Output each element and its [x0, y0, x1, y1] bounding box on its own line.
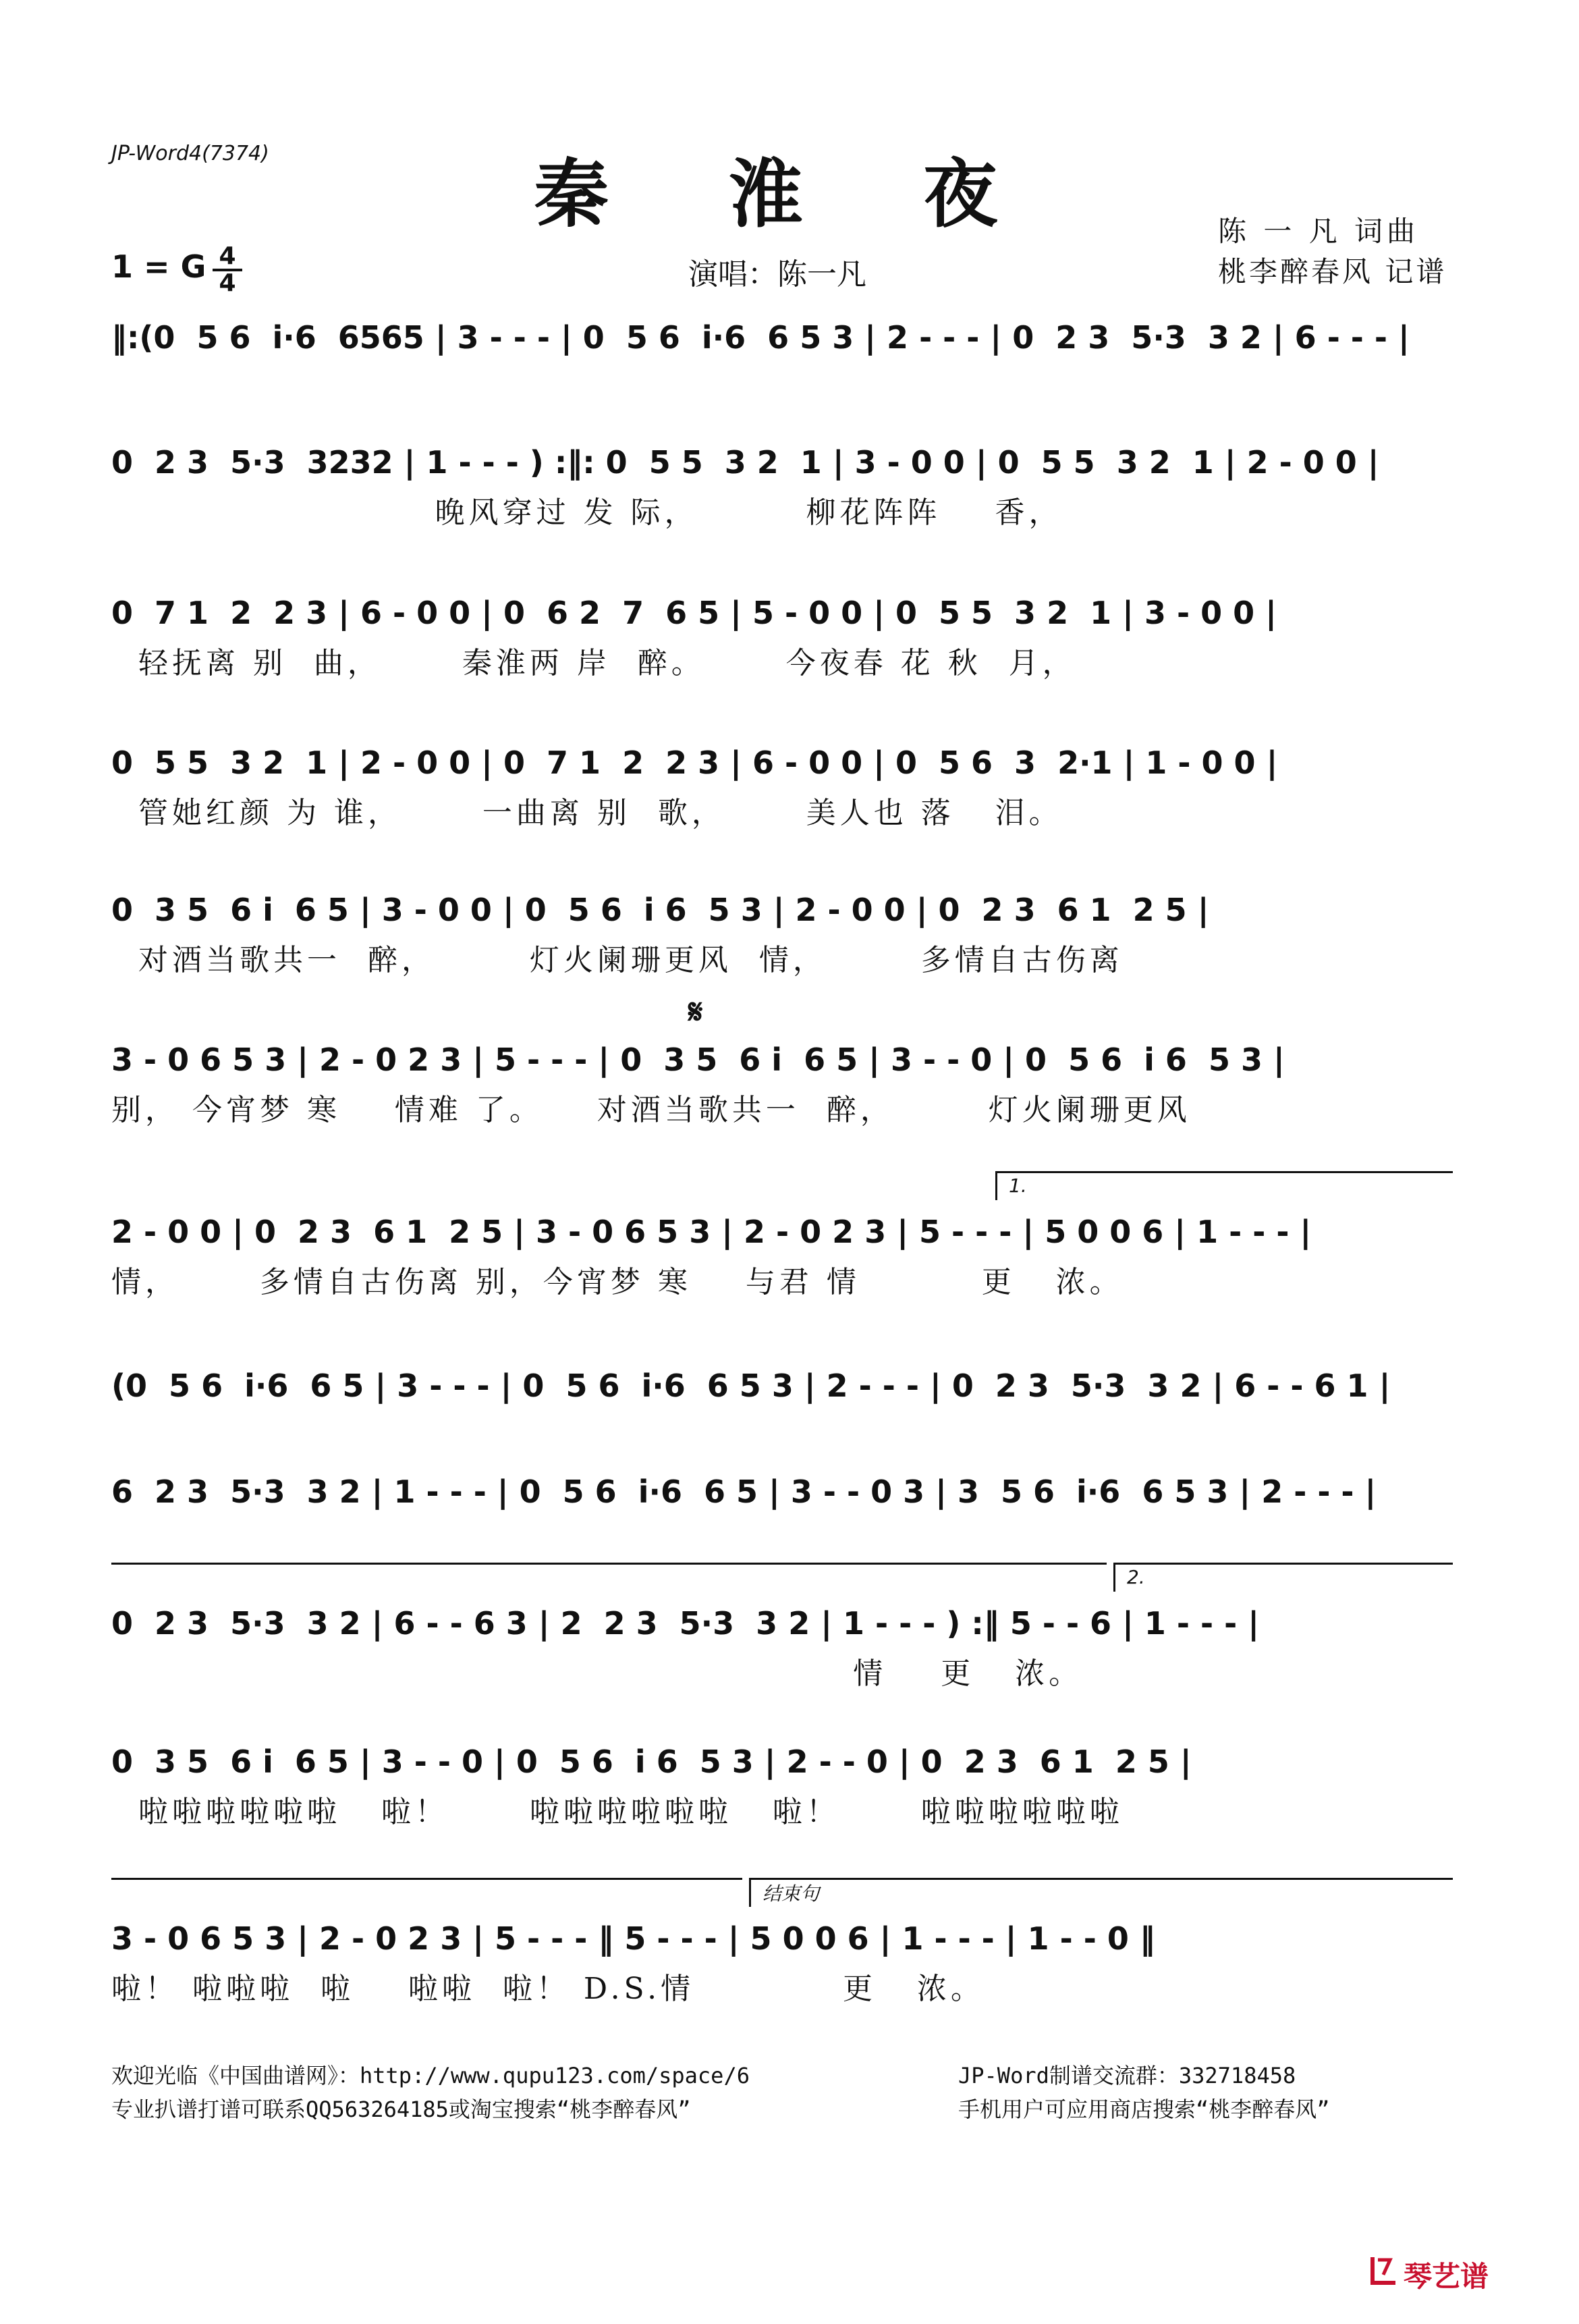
lyric-line: 啦！ 啦啦啦 啦 啦啦 啦！ D.S.情 更 浓。	[111, 1972, 985, 2006]
lyrics-music-credit: 陈 一 凡 词曲	[1218, 215, 1420, 248]
volta-label-1: 1.	[1009, 1174, 1027, 1197]
lyric-line: 对酒当歌共一 醉， 灯火阑珊更风 情， 多情自古伤离	[111, 943, 1124, 977]
volta-label-2: 2.	[1127, 1566, 1145, 1588]
footer-contact: 专业扒谱打谱可联系QQ563264185或淘宝搜索“桃李醉春风”	[111, 2097, 691, 2122]
notation-line: 0 3 5 6 i 6 5 | 3 - 0 0 | 0 5 6 i 6 5 3 | 2 - 0 0 | 0 2 3 6 1 2 5 |	[111, 892, 1209, 928]
repeat-line	[111, 1563, 1107, 1592]
notation-line: 6 2 3 5·3 3 2 | 1 - - - | 0 5 6 i·6 6 5 | 3 - - 0 3 | 3 5 6 i·6 6 5 3 | 2 - - - |	[111, 1474, 1377, 1510]
notation-line: 0 2 3 5·3 3 2 | 6 - - 6 3 | 2 2 3 5·3 3 2 | 1 - - - ) :‖ 5 - - 6 | 1 - - - |	[111, 1605, 1260, 1642]
notation-line: 3 - 0 6 5 3 | 2 - 0 2 3 | 5 - - - ‖ 5 - - - | 5 0 0 6 | 1 - - - | 1 - - 0 ‖	[111, 1920, 1155, 1957]
lyric-line: 啦啦啦啦啦啦 啦！ 啦啦啦啦啦啦 啦！ 啦啦啦啦啦啦	[111, 1795, 1124, 1829]
footer-website: 欢迎光临《中国曲谱网》：http://www.qupu123.com/space/6	[111, 2063, 750, 2088]
brand-name: 琴艺谱	[1404, 2260, 1489, 2293]
ending-line	[111, 1878, 742, 1907]
volta-bracket-1	[995, 1171, 1453, 1200]
lyric-line: 晚风穿过 发 际， 柳花阵阵 香，	[111, 495, 1063, 530]
time-sig-numerator: 4	[213, 244, 242, 271]
lyric-line: 轻抚离 别 曲， 秦淮两 岸 醉。 今夜春 花 秋 月，	[111, 646, 1076, 680]
notation-line: 0 7 1 2 2 3 | 6 - 0 0 | 0 6 2 7 6 5 | 5 - 0 0 | 0 5 5 3 2 1 | 3 - 0 0 |	[111, 595, 1277, 631]
notation-line: ‖:(0 5 6 i·6 6565 | 3 - - - | 0 5 6 i·6 6 5 3 | 2 - - - | 0 2 3 5·3 3 2 | 6 - - - |	[111, 319, 1410, 356]
lyric-line: 别， 今宵梦 寒 情难 了。 对酒当歌共一 醉， 灯火阑珊更风	[111, 1093, 1191, 1127]
key-signature: 1 = G	[111, 248, 206, 285]
time-sig-denominator: 4	[219, 269, 236, 297]
notation-line: 0 5 5 3 2 1 | 2 - 0 0 | 0 7 1 2 2 3 | 6 - 0 0 | 0 5 6 3 2·1 | 1 - 0 0 |	[111, 745, 1278, 781]
coda-label: 结束句	[763, 1883, 820, 1905]
segno-mark: 𝄋	[688, 992, 703, 1031]
coda-bracket	[749, 1878, 1453, 1907]
song-title: 秦 淮 夜	[534, 151, 1045, 238]
performer-credit: 演唱：陈一凡	[688, 257, 866, 292]
lyric-line: 情， 多情自古伤离 别，今宵梦 寒 与君 情 更 浓。	[111, 1265, 1124, 1299]
lyric-line: 管她红颜 为 谁， 一曲离 别 歌， 美人也 落 泪。	[111, 796, 1063, 830]
volta-bracket-2	[1113, 1563, 1453, 1592]
notation-line: (0 5 6 i·6 6 5 | 3 - - - | 0 5 6 i·6 6 5 3 | 2 - - - | 0 2 3 5·3 3 2 | 6 - - 6 1 |	[111, 1368, 1391, 1404]
footer-group: JP-Word制谱交流群：332718458	[958, 2063, 1296, 2088]
transcriber-credit: 桃李醉春风 记谱	[1218, 255, 1447, 288]
notation-line: 0 2 3 5·3 3232 | 1 - - - ) :‖: 0 5 5 3 2 1 | 3 - 0 0 | 0 5 5 3 2 1 | 2 - 0 0 |	[111, 444, 1379, 481]
notation-line: 0 3 5 6 i 6 5 | 3 - - 0 | 0 5 6 i 6 5 3 | 2 - - 0 | 0 2 3 6 1 2 5 |	[111, 1744, 1192, 1780]
lyric-line: 情 更 浓。	[111, 1656, 1083, 1691]
time-signature	[213, 244, 242, 296]
footer-app: 手机用户可应用商店搜索“桃李醉春风”	[958, 2097, 1330, 2122]
brand-logo-icon	[1370, 2254, 1398, 2286]
notation-line: 2 - 0 0 | 0 2 3 6 1 2 5 | 3 - 0 6 5 3 | 2 - 0 2 3 | 5 - - - | 5 0 0 6 | 1 - - - |	[111, 1214, 1312, 1250]
notation-line: 3 - 0 6 5 3 | 2 - 0 2 3 | 5 - - - | 0 3 5 6 i 6 5 | 3 - - 0 | 0 5 6 i 6 5 3 |	[111, 1042, 1285, 1078]
edition-label: JP-Word4(7374)	[111, 142, 269, 165]
